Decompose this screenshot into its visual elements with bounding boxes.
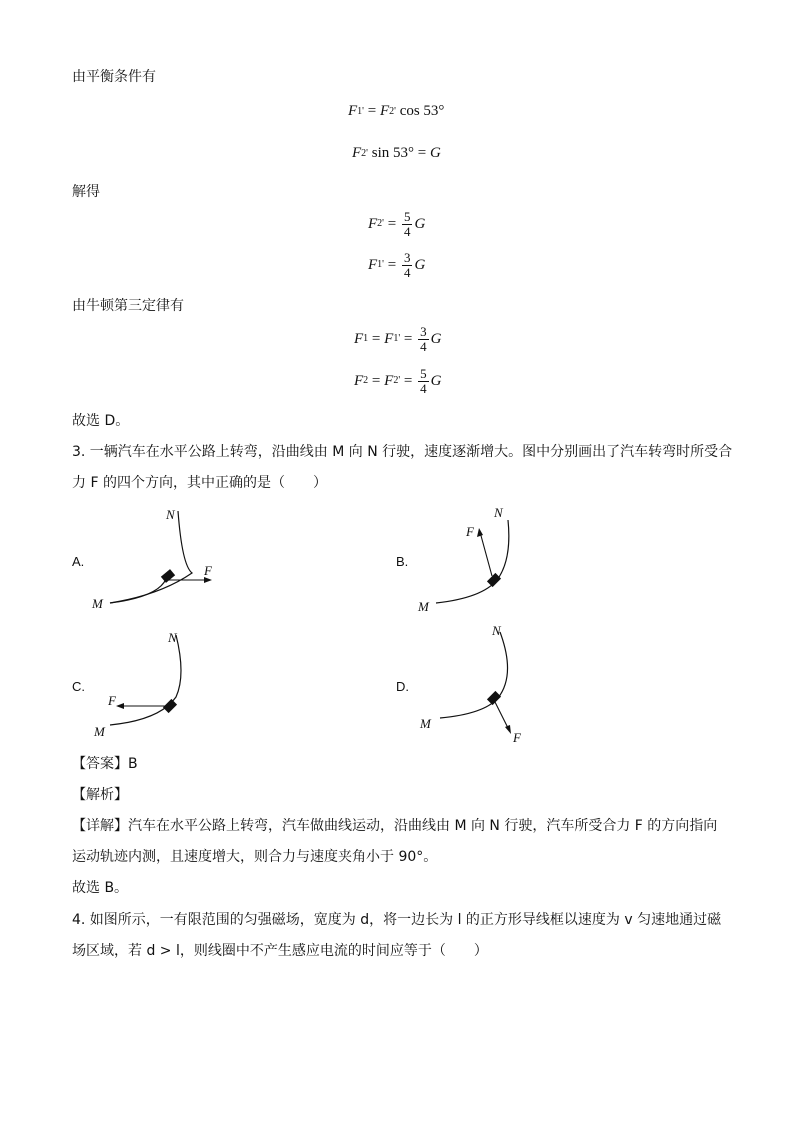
option-a-diagram	[90, 505, 240, 615]
diagram-label-f: F	[466, 524, 474, 539]
equation-5: F 1 = F 1 ' = $\frac{3}{4}$ G	[354, 324, 442, 354]
detail-tag: 【详解】	[72, 818, 128, 834]
equation-3: F 2 ' = $\frac{5}{4}$ G	[368, 209, 426, 239]
diagram-label-m: M	[92, 596, 103, 611]
diagram-label-f: F	[513, 730, 521, 745]
analysis-tag: 【解析】	[72, 787, 128, 803]
option-a-label: A.	[72, 554, 85, 569]
answer-tag: 【答案】	[72, 756, 128, 772]
diagram-label-n: N	[492, 623, 501, 638]
detail-line2: 运动轨迹内测，且速度增大，则合力与速度夹角小于 90°。	[72, 849, 438, 865]
question-4-line2: 场区域，若 d > l，则线圈中不产生感应电流的时间应等于（ ）	[72, 943, 488, 959]
option-b-label: B.	[396, 554, 409, 569]
conclusion-d: 故选 D。	[72, 413, 130, 429]
diagram-label-m: M	[94, 724, 105, 739]
question-3-line2: 力 F 的四个方向，其中正确的是（ ）	[72, 475, 327, 491]
detail-text: 汽车在水平公路上转弯，汽车做曲线运动，沿曲线由 M 向 N 行驶，汽车所受合力 F 的方向指向	[128, 818, 718, 834]
balance-intro: 由平衡条件有	[72, 69, 156, 85]
diagram-label-f: F	[204, 563, 212, 578]
diagram-label-n: N	[166, 507, 175, 522]
answer-line	[72, 757, 138, 771]
equation-2: F 2 ' sin 53° = G	[352, 145, 441, 161]
option-d-diagram	[412, 620, 542, 748]
option-c-diagram	[90, 625, 210, 743]
question-4-line1: 4. 如图所示，一有限范围的匀强磁场，宽度为 d，将一边长为 l 的正方形导线框以速度为 v 匀速地通过磁	[72, 912, 722, 928]
detail-line1	[72, 819, 717, 833]
equation-4: F 1 ' = $\frac{3}{4}$ G	[368, 250, 426, 280]
solve-label: 解得	[72, 184, 100, 200]
diagram-label-n: N	[168, 630, 177, 645]
answer-value: B	[128, 756, 138, 772]
conclusion-b: 故选 B。	[72, 880, 129, 896]
newton-label: 由牛顿第三定律有	[72, 298, 184, 314]
diagram-label-m: M	[418, 599, 429, 614]
option-d-label: D.	[396, 679, 409, 694]
diagram-label-f: F	[108, 693, 116, 708]
equation-1: F 1 ' = F 2 ' cos 53°	[348, 103, 445, 119]
question-3-line1: 3. 一辆汽车在水平公路上转弯，沿曲线由 M 向 N 行驶，速度逐渐增大。图中分别画出了汽车转弯时所受合	[72, 444, 733, 460]
option-b-diagram	[412, 500, 532, 618]
diagram-label-m: M	[420, 716, 431, 731]
diagram-label-n: N	[494, 505, 503, 520]
option-c-label: C.	[72, 679, 85, 694]
equation-6: F 2 = F 2 ' = $\frac{5}{4}$ G	[354, 366, 442, 396]
